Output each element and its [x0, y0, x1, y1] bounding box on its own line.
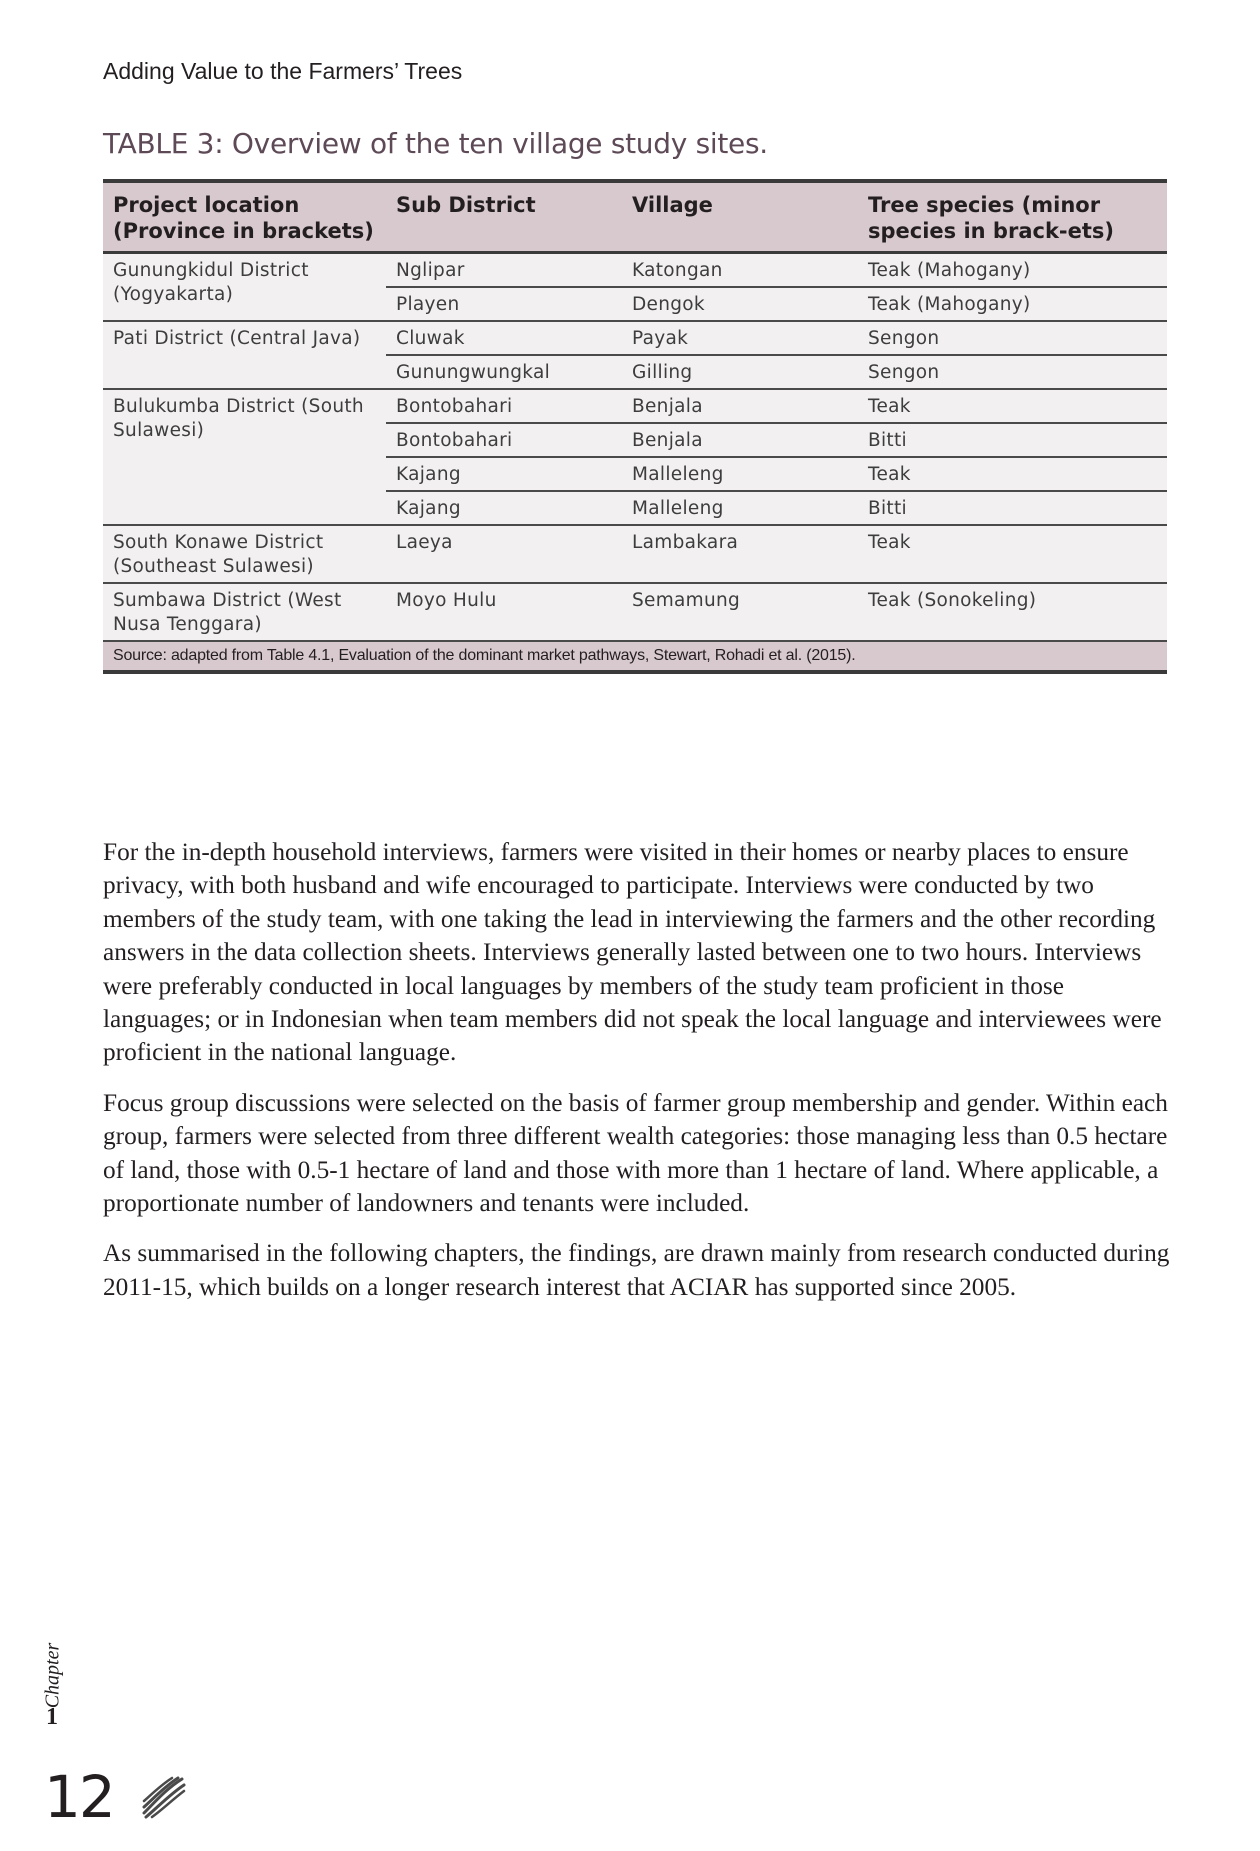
sub-district-cell: Bontobahari [386, 389, 622, 423]
location-cell: Bulukumba District (South Sulawesi) [103, 389, 386, 525]
location-cell: Pati District (Central Java) [103, 321, 386, 389]
page-number: 12 [44, 1763, 114, 1831]
location-cell: Sumbawa District (West Nusa Tenggara) [103, 583, 386, 641]
sub-district-cell: Gunungwungkal [386, 355, 622, 389]
species-cell: Teak (Sonokeling) [858, 583, 1167, 641]
village-cell: Malleleng [622, 491, 858, 525]
table-row [103, 389, 1167, 423]
study-sites-table [103, 179, 1167, 674]
chapter-label [38, 1628, 66, 1730]
body-paragraph: For the in-depth household interviews, farmers were visited in their homes or nearby places to ensure privacy, with both husband and wife encouraged to participate. Interviews were conducted by two members of the study team, with one taking the lead in interviewing the farmers and the other recording answers in the data collection sheets. Interviews generally lasted between one to two hours. Interviews were preferably conducted in local languages by members of the study team proficient in those languages; or in Indonesian when team members did not speak the local language and interviewees were proficient in the national language. [103, 838, 1162, 1067]
body-paragraph: Focus group discussions were selected on the basis of farmer group membership and gender. Within each group, farmers were selected from three different wealth categories: those managing less than 0.5 hectare of land, those with 0.5-1 hectare of land and those with more than 1 hectare of land. Where applicable, a proportionate number of landowners and tenants were included. [103, 1088, 1168, 1218]
location-cell: Gunungkidul District (Yogyakarta) [103, 253, 386, 322]
village-cell: Lambakara [622, 525, 858, 583]
species-cell: Teak (Mahogany) [858, 253, 1167, 288]
location-cell: South Konawe District (Southeast Sulawesi) [103, 525, 386, 583]
species-cell: Teak [858, 457, 1167, 491]
village-cell: Benjala [622, 389, 858, 423]
species-cell: Sengon [858, 355, 1167, 389]
table-source-note: Source: adapted from Table 4.1, Evaluation of the dominant market pathways, Stewart, Rohadi et al. (2015). [103, 641, 1167, 672]
table-source-row [103, 641, 1167, 672]
village-cell: Payak [622, 321, 858, 355]
village-cell: Malleleng [622, 457, 858, 491]
body-text [103, 836, 1173, 1321]
species-cell: Teak [858, 389, 1167, 423]
sub-district-cell: Bontobahari [386, 423, 622, 457]
village-cell: Benjala [622, 423, 858, 457]
sub-district-cell: Laeya [386, 525, 622, 583]
sub-district-cell: Cluwak [386, 321, 622, 355]
header-village: Village [622, 181, 858, 253]
table-row [103, 525, 1167, 583]
header-project-location: Project location (Province in brackets) [103, 181, 386, 253]
sub-district-cell: Kajang [386, 491, 622, 525]
species-cell: Teak [858, 525, 1167, 583]
chapter-word: Chapter [41, 1642, 64, 1709]
table-header-row [103, 181, 1167, 253]
species-cell: Sengon [858, 321, 1167, 355]
table-row [103, 583, 1167, 641]
village-cell: Gilling [622, 355, 858, 389]
sub-district-cell: Playen [386, 287, 622, 321]
header-sub-district: Sub District [386, 181, 622, 253]
table-row [103, 321, 1167, 355]
species-cell: Bitti [858, 491, 1167, 525]
sub-district-cell: Moyo Hulu [386, 583, 622, 641]
table-row [103, 253, 1167, 288]
swoosh-logo-icon [140, 1773, 186, 1819]
sub-district-cell: Kajang [386, 457, 622, 491]
body-paragraph: As summarised in the following chapters, the findings, are drawn mainly from research conducted during 2011-15, which builds on a longer research interest that ACIAR has supported since 2005. [103, 1239, 1170, 1301]
species-cell: Teak (Mahogany) [858, 287, 1167, 321]
village-cell: Katongan [622, 253, 858, 288]
running-header: Adding Value to the Farmers’ Trees [103, 58, 463, 84]
village-cell: Semamung [622, 583, 858, 641]
table-caption: TABLE 3: Overview of the ten village study sites. [103, 127, 768, 160]
header-tree-species: Tree species (minor species in brack-ets) [858, 181, 1167, 253]
chapter-number: 1 [46, 1704, 58, 1730]
species-cell: Bitti [858, 423, 1167, 457]
sub-district-cell: Nglipar [386, 253, 622, 288]
village-cell: Dengok [622, 287, 858, 321]
